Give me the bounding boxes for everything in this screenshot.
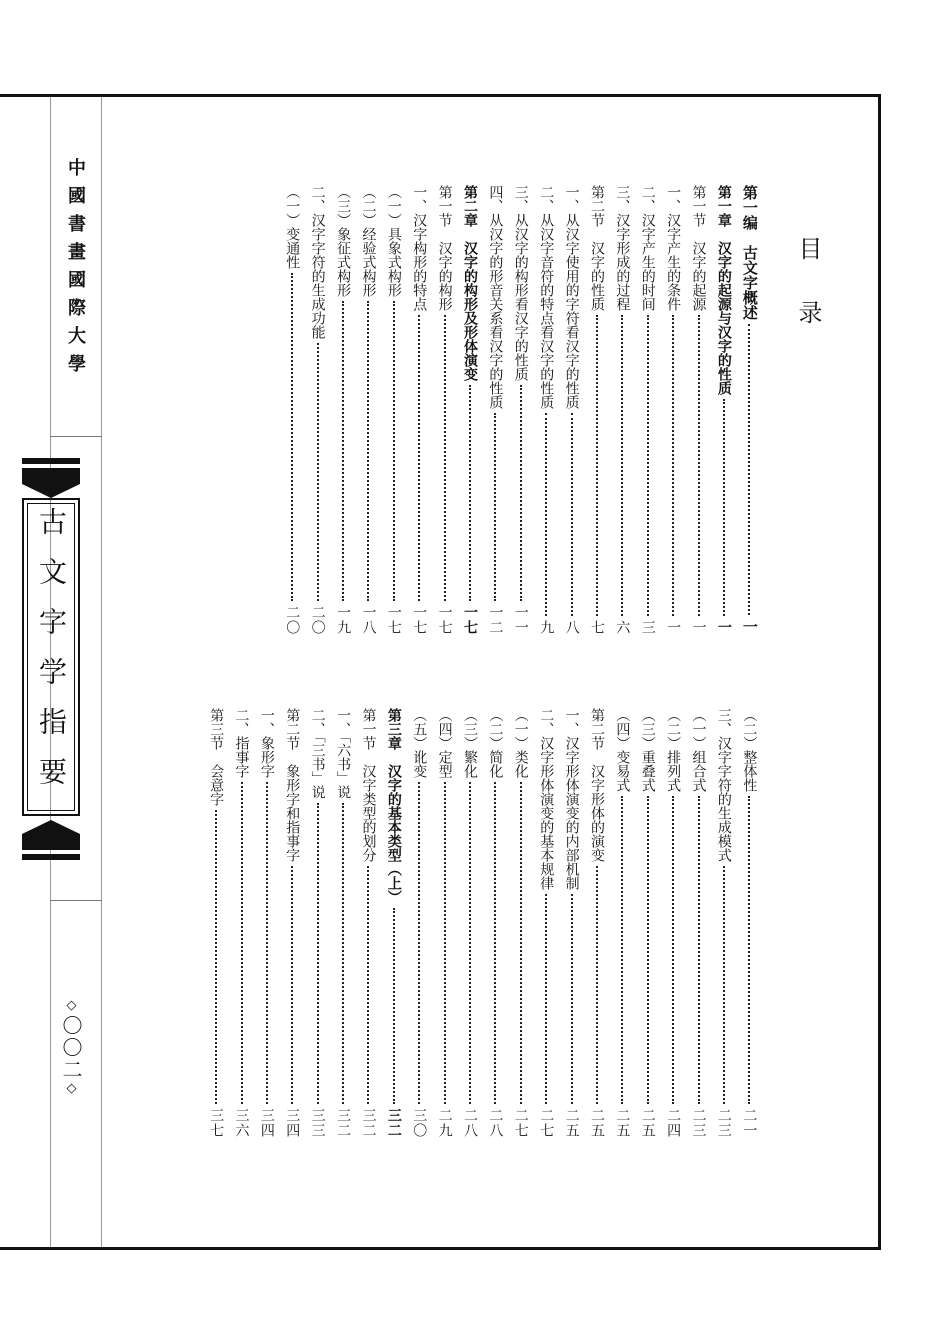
toc-entry[interactable] (354, 708, 379, 1138)
leader-dots (520, 782, 522, 1104)
leader-dots (647, 315, 649, 616)
toc-entry-label: （一）变通性 (284, 185, 301, 269)
toc-entry-label: 二、从汉字音符的特点看汉字的性质 (538, 185, 555, 409)
leader-dots (418, 315, 420, 601)
toc-entry[interactable] (430, 708, 455, 1138)
toc-entry-label: 一、「六书」说 (335, 708, 352, 799)
toc-entry-label: 二、「三书」说 (309, 708, 326, 799)
toc-entry-page: 一七 (436, 605, 453, 635)
toc-entry-label: 第一章 汉字的起源与汉字的性质 (715, 185, 732, 395)
leader-dots (367, 301, 369, 601)
leader-dots (748, 796, 750, 1104)
leader-dots (291, 273, 293, 601)
leader-dots (469, 782, 471, 1104)
page-number: 〇〇二 (59, 1015, 83, 1081)
diamond-icon: ◇ (64, 998, 79, 1015)
leader-dots (266, 782, 268, 1104)
leader-dots (571, 413, 573, 616)
toc-entry-label: 三、汉字形成的过程 (614, 185, 631, 311)
toc-entry-page: 一九 (335, 605, 352, 635)
toc-entry-page: 三四 (258, 1108, 275, 1138)
leader-dots (444, 315, 446, 601)
toc-entry-label: 一、汉字构形的特点 (411, 185, 428, 311)
toc-entry[interactable] (557, 708, 582, 1138)
toc-entry-page: 一七 (385, 605, 402, 635)
strip-rule-right (101, 97, 102, 1247)
toc-entry-page: 二七 (512, 1108, 529, 1138)
toc-entry-label: （三）重叠式 (639, 708, 656, 792)
toc-entry-label: 第二节 汉字形体的演变 (588, 708, 605, 862)
toc-entry-page: 二五 (588, 1108, 605, 1138)
strip-bar-bottom (22, 854, 80, 860)
toc-entry-label: （一）组合式 (690, 708, 707, 792)
leader-dots (494, 413, 496, 601)
leader-dots (494, 782, 496, 1104)
leader-dots (317, 803, 319, 1104)
toc-entry[interactable] (582, 185, 607, 635)
leader-dots (672, 315, 674, 616)
leader-dots (291, 866, 293, 1104)
toc-entry-label: 一、汉字形体演变的内部机制 (563, 708, 580, 890)
toc-entry[interactable] (658, 185, 683, 635)
toc-entry-page: 一八 (360, 605, 377, 635)
leader-dots (317, 343, 319, 601)
toc-entry-page: 三七 (208, 1108, 225, 1138)
toc-entry[interactable] (278, 708, 303, 1138)
leader-dots (520, 385, 522, 601)
university-name: 中國書畫國際大學 (65, 158, 86, 382)
toc-entry-label: 二、汉字形体演变的基本规律 (538, 708, 555, 890)
toc-entry-label: 二、汉字产生的时间 (639, 185, 656, 311)
leader-dots (545, 413, 547, 616)
toc-entry-page: 六 (614, 620, 631, 635)
toc-entry-page: 二五 (563, 1108, 580, 1138)
leader-dots (367, 866, 369, 1104)
leader-dots (571, 894, 573, 1104)
toc-entry[interactable] (354, 185, 379, 635)
toc-entry[interactable] (709, 708, 734, 1138)
leader-dots (723, 399, 725, 616)
toc-entry-page: 二四 (665, 1108, 682, 1138)
toc-entry[interactable] (506, 708, 531, 1138)
toc-entry-label: 三、从汉字的构形看汉字的性质 (512, 185, 529, 381)
toc-entry-page: 三二 (385, 1108, 402, 1138)
toc-entry-page: 八 (563, 620, 580, 635)
toc-entry-page: 二八 (462, 1108, 479, 1138)
toc-entry-label: 一、汉字产生的条件 (665, 185, 682, 311)
leader-dots (241, 782, 243, 1104)
toc-entry[interactable] (405, 708, 430, 1138)
toc-entry[interactable] (735, 185, 760, 635)
leader-dots (418, 782, 420, 1104)
toc-entry[interactable] (328, 185, 353, 635)
toc-entry[interactable] (633, 185, 658, 635)
book-title: 古文字学指要 (35, 507, 68, 807)
toc-entry-label: （三）象征式构形 (335, 185, 352, 297)
strip-bar-bottom-thick (22, 834, 80, 850)
toc-entry[interactable] (405, 185, 430, 635)
toc-entry-label: 第三章 汉字的基本类型（上） (385, 708, 402, 904)
toc-entry-page: 二三 (690, 1108, 707, 1138)
toc-entry-page: 二五 (614, 1108, 631, 1138)
leader-dots (342, 301, 344, 601)
toc-entry[interactable] (252, 708, 277, 1138)
toc-entry-page: 二八 (487, 1108, 504, 1138)
toc-entry[interactable] (557, 185, 582, 635)
toc-entry-label: 第二章 汉字的构形及形体演变 (462, 185, 479, 381)
toc-entry-page: 二九 (436, 1108, 453, 1138)
toc-entry-page: 二〇 (284, 605, 301, 635)
strip-tick (50, 436, 102, 437)
toc-entry-page: 三二 (360, 1108, 377, 1138)
toc-entry-label: 第二节 汉字的性质 (588, 185, 605, 311)
toc-entry[interactable] (201, 708, 226, 1138)
toc-entry-label: （二）简化 (487, 708, 504, 778)
toc-entry[interactable] (709, 185, 734, 635)
leader-dots (698, 315, 700, 616)
toc-entry-page: 三 (639, 620, 656, 635)
toc-entry[interactable] (735, 708, 760, 1138)
book-title-box (22, 498, 80, 816)
toc-entry[interactable] (684, 185, 709, 635)
leader-dots (444, 782, 446, 1104)
toc-entry-page: 二一 (741, 1108, 758, 1138)
toc-entry-page: 二三 (715, 1108, 732, 1138)
toc-entry-page: 二七 (538, 1108, 555, 1138)
toc-entry-label: 第一编 古文字概述 (740, 185, 759, 320)
leader-dots (698, 796, 700, 1104)
toc-entry-label: （二）经验式构形 (360, 185, 377, 297)
toc-entry[interactable] (506, 185, 531, 635)
leader-dots (469, 385, 471, 601)
chevron-up-icon (22, 820, 80, 834)
leader-dots (672, 796, 674, 1104)
toc-entry[interactable] (430, 185, 455, 635)
chevron-down-icon (22, 484, 80, 498)
toc-entry-page: 二〇 (309, 605, 326, 635)
toc-entry[interactable] (379, 185, 404, 635)
leader-dots (596, 866, 598, 1104)
toc-entry-label: （一）类化 (512, 708, 529, 778)
toc-entry[interactable] (455, 185, 480, 635)
toc-entry-label: （二）整体性 (741, 708, 758, 792)
toc-entry[interactable] (379, 708, 404, 1138)
toc-entry[interactable] (227, 708, 252, 1138)
leader-dots (621, 796, 623, 1104)
toc-entry-label: （四）定型 (436, 708, 453, 778)
toc-column-upper (278, 185, 760, 635)
toc-entry[interactable] (303, 708, 328, 1138)
toc-entry-label: 第一节 汉字的构形 (436, 185, 453, 311)
toc-entry-page: 一 (715, 620, 732, 635)
toc-entry-page: 三〇 (411, 1108, 428, 1138)
toc-entry[interactable] (684, 708, 709, 1138)
leader-dots (393, 301, 395, 601)
toc-entry-page: 七 (588, 620, 605, 635)
toc-entry-label: 二、指事字 (233, 708, 250, 778)
toc-entry[interactable] (531, 185, 556, 635)
toc-entry[interactable] (608, 185, 633, 635)
toc-entry[interactable] (608, 708, 633, 1138)
leader-dots (748, 324, 750, 615)
toc-column-lower (201, 708, 760, 1138)
toc-entry-label: 一、象形字 (258, 708, 275, 778)
toc-entry[interactable] (633, 708, 658, 1138)
toc-entry-label: 第一节 汉字类型的划分 (360, 708, 377, 862)
toc-entry-page: 一 (665, 620, 682, 635)
toc-entry-page: 二五 (639, 1108, 656, 1138)
toc-entry-label: 一、从汉字使用的字符看汉字的性质 (563, 185, 580, 409)
leader-dots (342, 803, 344, 1104)
toc-entry-page: 三二 (335, 1108, 352, 1138)
toc-entry-page: 三三 (309, 1108, 326, 1138)
toc-entry[interactable] (531, 708, 556, 1138)
toc-entry-label: （五）讹变 (411, 708, 428, 778)
toc-entry-page: 三六 (233, 1108, 250, 1138)
toc-entry[interactable] (328, 708, 353, 1138)
toc-entry[interactable] (278, 185, 303, 635)
toc-entry-label: （二）排列式 (665, 708, 682, 792)
toc-entry[interactable] (481, 708, 506, 1138)
leader-dots (596, 315, 598, 616)
toc-entry[interactable] (582, 708, 607, 1138)
toc-entry-label: （一）具象式构形 (385, 185, 402, 297)
toc-entry[interactable] (303, 185, 328, 635)
toc-entry[interactable] (455, 708, 480, 1138)
toc-entry-label: 第三节 会意字 (208, 708, 225, 806)
toc-entry[interactable] (658, 708, 683, 1138)
toc-entry-page: 一 (690, 620, 707, 635)
toc-entry-page: 一七 (411, 605, 428, 635)
strip-bar-top-thick (22, 468, 80, 484)
toc-entry-label: （四）变易式 (614, 708, 631, 792)
leader-dots (215, 810, 217, 1104)
leader-dots (393, 908, 395, 1104)
toc-entry-page: 一 (740, 619, 759, 635)
toc-entry-page: 一七 (462, 605, 479, 635)
toc-entry-page: 一二 (487, 605, 504, 635)
toc-entry-label: 三、汉字字符的生成模式 (715, 708, 732, 862)
toc-entry-label: 第二节 象形字和指事字 (284, 708, 301, 862)
toc-entry-page: 一一 (512, 605, 529, 635)
strip-bar-top (22, 458, 80, 464)
toc-entry[interactable] (481, 185, 506, 635)
leader-dots (545, 894, 547, 1104)
toc-entry-label: 第一节 汉字的起源 (690, 185, 707, 311)
toc-entry-label: （三）繁化 (462, 708, 479, 778)
toc-heading: 目录 (794, 236, 822, 364)
toc-entry-label: 四、从汉字的形音关系看汉字的性质 (487, 185, 504, 409)
toc-entry-page: 九 (538, 620, 555, 635)
strip-tick (50, 900, 102, 901)
toc-entry-label: 二、汉字字符的生成功能 (309, 185, 326, 339)
toc-entry-page: 三四 (284, 1108, 301, 1138)
leader-dots (647, 796, 649, 1104)
leader-dots (621, 315, 623, 616)
leader-dots (723, 866, 725, 1104)
diamond-icon: ◇ (64, 1081, 79, 1098)
page-number-block (59, 998, 86, 1128)
